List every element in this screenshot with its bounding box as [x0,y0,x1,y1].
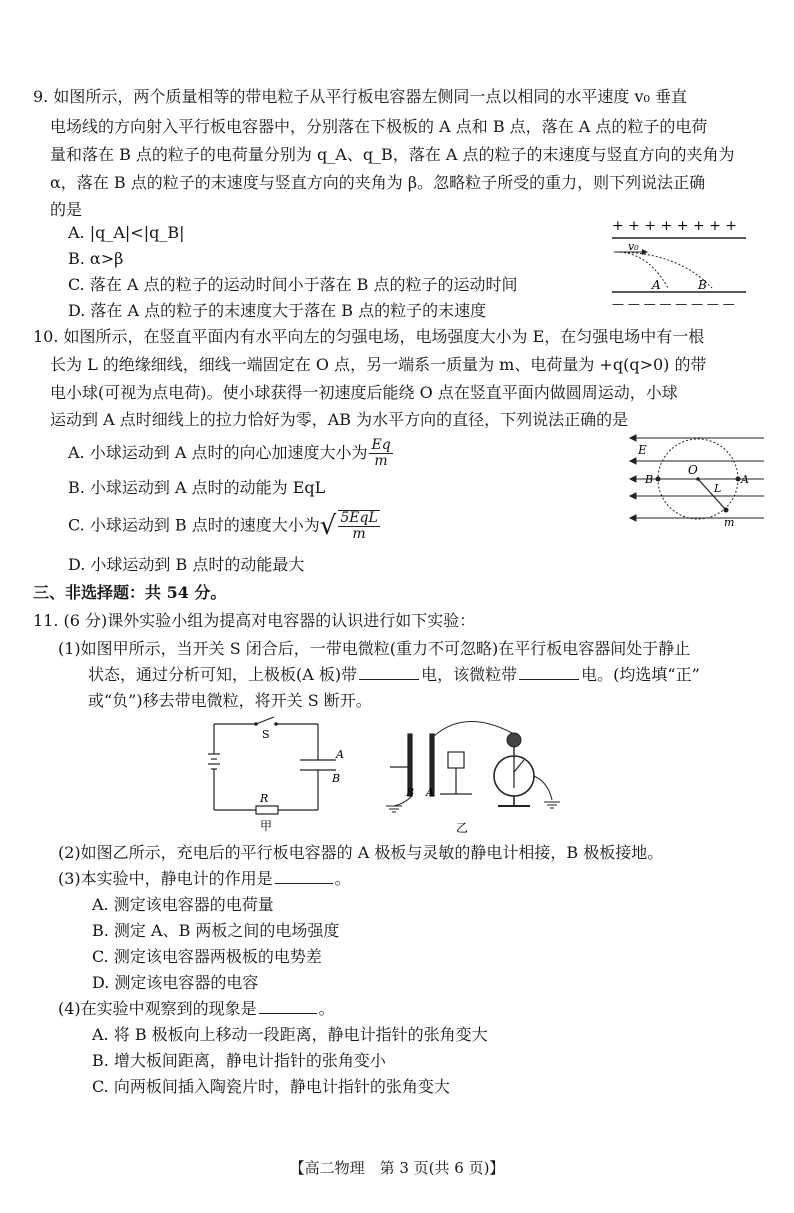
fig10-label-l: L [714,482,722,495]
fig-yi-label-b: B [406,786,415,799]
fig-jia-label-s: S [262,728,270,741]
fig10-label-b: B [645,473,654,486]
q10-option-a [68,438,393,469]
q11-p4-end: 。 [318,999,335,1018]
q10-circle-figure [628,428,768,528]
q10-option-a-text: A. 小球运动到 A 点时的向心加速度大小为 [68,443,368,462]
q11-part1-line-1: (1)如图甲所示，当开关 S 闭合后，一带电微粒(重力不可忽略)在平行板电容器间处于静止 [58,639,691,658]
q9-option-b: B. α>β [68,249,124,268]
fig-jia-label-r: R [260,792,269,805]
q11-part1-line-2 [88,664,700,686]
fig-yi-label-a: A [426,786,434,799]
q11-part3 [58,868,351,890]
q11-p3-option-a: A. 测定该电容器的电荷量 [92,895,274,914]
q9-line-4: α，落在 B 点的粒子的末速度与竖直方向的夹角为 β。忽略粒子所受的重力，则下列说法正确 [50,173,706,192]
q10-option-a-fraction [369,438,392,469]
q9-capacitor-figure [608,212,758,312]
fig10-label-e: E [638,443,647,457]
q10-line-2: 长为 L 的绝缘细线，细线一端固定在 O 点，另一端系一质量为 m、电荷量为 +q(q>0) 的带 [50,355,707,374]
fig-jia-label-a: A [336,748,344,761]
q10-option-a-den: m [374,453,388,469]
q10-option-a-num: Eq [371,437,391,453]
q10-option-c-text: C. 小球运动到 B 点时的速度大小为 [68,515,320,535]
answer-blank-4[interactable] [259,999,317,1014]
fig-yi-caption: 乙 [456,821,469,835]
q11-p3-option-d: D. 测定该电容器的电容 [92,973,259,992]
fig10-label-m: m [724,516,735,528]
fig10-string [698,479,726,510]
q10-option-c-den: m [352,526,366,542]
q11-p1-seg2: 电，该微粒带 [421,665,518,684]
q11-p1-seg3: 电。(均选填“正” [581,665,700,684]
q10-option-c-fraction [338,510,379,542]
q11-p4-option-b: B. 增大板间距离，静电计指针的张角变小 [92,1051,386,1070]
q10-line-4: 运动到 A 点时细线上的拉力恰好为零，AB 为水平方向的直径，下列说法正确的是 [50,410,629,429]
q9-line-5: 的是 [50,200,83,219]
q11-p4-option-a: A. 将 B 极板向上移动一段距离，静电计指针的张角变大 [92,1025,488,1044]
fig9-label-b: B [698,278,707,292]
answer-blank-3[interactable] [275,869,333,884]
fig10-label-a: A [741,473,749,486]
q11-p3-end: 。 [334,869,351,888]
fig-yi-electrometer [376,712,586,836]
fig-jia-label-b: B [332,772,341,785]
q9-line-3: 量和落在 B 点的粒子的电荷量分别为 q_A、q_B，落在 A 点的粒子的末速度与竖直方向的夹角为 [50,145,735,164]
q9-option-c: C. 落在 A 点的粒子的运动时间小于落在 B 点的粒子的运动时间 [68,275,518,294]
q10-line-1: 10. 如图所示，在竖直平面内有水平向左的匀强电场，电场强度大小为 E，在匀强电场中有一根 [33,327,705,346]
q11-p3-option-c: C. 测定该电容器两极板的电势差 [92,947,322,966]
q10-option-d: D. 小球运动到 B 点时的动能最大 [68,555,305,574]
fig10-label-o: O [688,463,698,477]
q11-p1-seg1: 状态，通过分析可知，上极板(A 板)带 [88,665,358,684]
fig-jia-caption: 甲 [260,819,273,833]
answer-blank-2[interactable] [519,665,579,680]
section-3-heading: 三、非选择题：共 54 分。 [33,583,227,602]
q9-option-d: D. 落在 A 点的粒子的末速度大于落在 B 点的粒子的末速度 [68,301,487,320]
q11-part4 [58,998,335,1020]
q10-option-c: C. 小球运动到 B 点时的速度大小为√ $\frac{\text{5EqL}}{m}$ [68,510,378,542]
fig9-v0-label: v₀ [628,240,639,253]
fig-jia-circuit [196,714,356,834]
q11-part2: (2)如图乙所示，充电后的平行板电容器的 A 极板与灵敏的静电计相接，B 极板接地。 [58,843,664,862]
q10-option-b: B. 小球运动到 A 点时的动能为 EqL [68,478,326,497]
answer-blank-1[interactable] [359,665,419,680]
fig9-minus-signs: — — — — — — — — [612,297,735,311]
q9-option-a: A. |q_A|<|q_B| [68,223,185,242]
q11-head: 11. (6 分)课外实验小组为提高对电容器的认识进行如下实验： [33,611,476,630]
q11-part1-line-3: 或“负”)移去带电微粒，将开关 S 断开。 [88,691,372,710]
q11-p4-text: (4)在实验中观察到的现象是 [58,999,257,1018]
q11-p3-text: (3)本实验中，静电计的作用是 [58,869,273,888]
q11-p4-option-c: C. 向两板间插入陶瓷片时，静电计指针的张角变大 [92,1077,450,1096]
q9-line-1: 9. 如图所示，两个质量相等的带电粒子从平行板电容器左侧同一点以相同的水平速度 v₀ 垂直 [33,87,687,106]
q10-option-c-num: 5EqL [340,510,378,526]
q10-line-3: 电小球(可视为点电荷)。使小球获得一初速度后能绕 O 点在竖直平面内做圆周运动，小球 [50,383,678,402]
q9-line-2: 电场线的方向射入平行板电容器中，分别落在下极板的 A 点和 B 点，落在 A 点的粒子的电荷 [50,117,708,136]
q11-p3-option-b: B. 测定 A、B 两板之间的电场强度 [92,921,340,940]
page-footer: 【高二物理 第 3 页(共 6 页)】 [289,1159,505,1177]
fig9-plus-signs: + + + + + + + + [612,218,737,234]
fig9-label-a: A [652,278,661,292]
